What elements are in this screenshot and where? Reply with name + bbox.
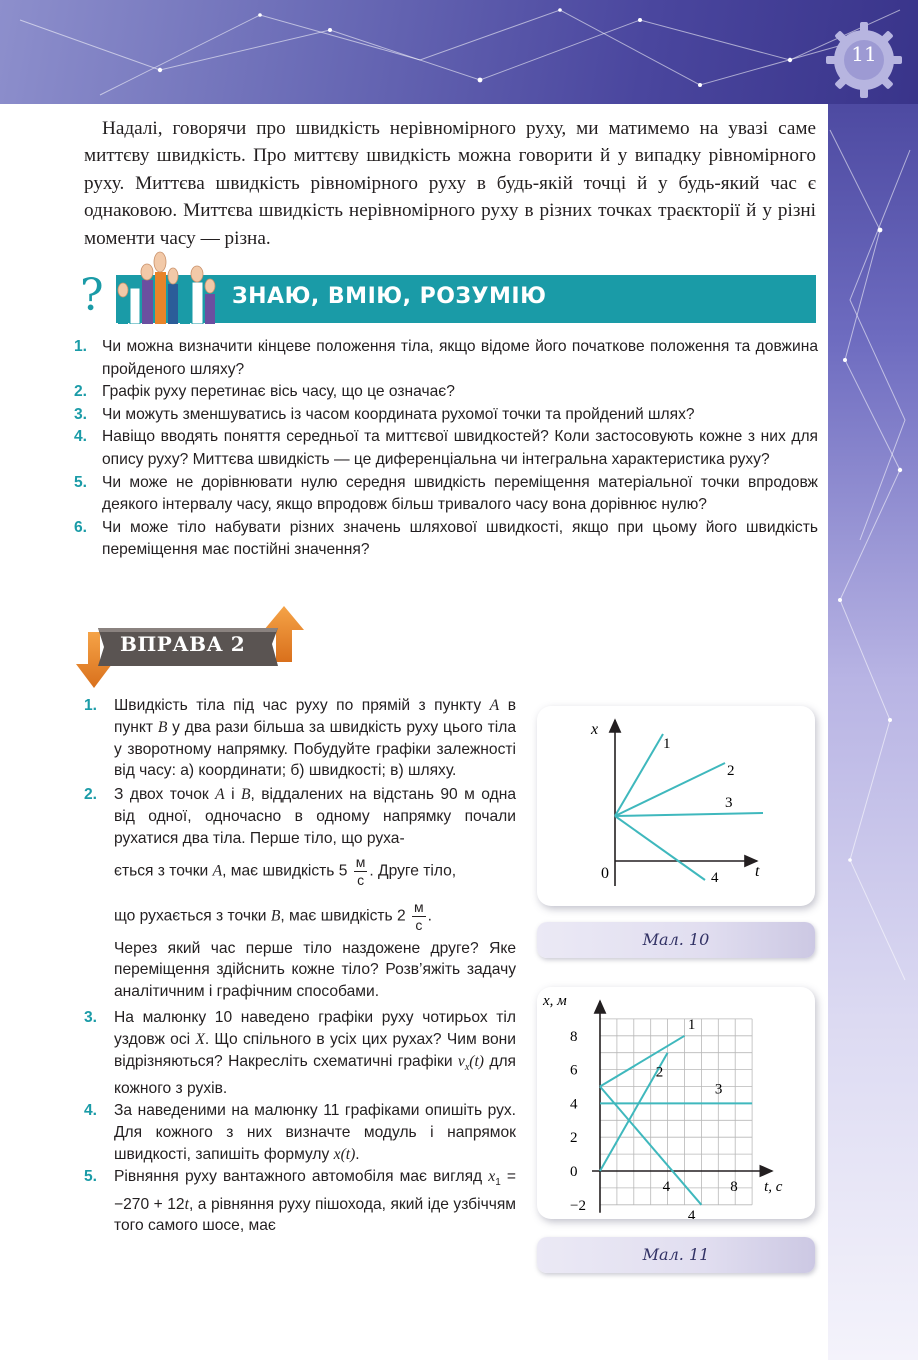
task-text: ється з точки (114, 862, 213, 880)
item-text: Чи можуть зменшуватись із часом координата рухомої точки та пройдений шлях? (102, 405, 695, 423)
list-item (74, 336, 818, 381)
task-item (84, 695, 516, 782)
point-a: A (215, 786, 225, 804)
point-a: A (212, 862, 223, 880)
figure-10-caption: Мал. 10 (537, 922, 815, 958)
task-text: = −270 + 12 (114, 1167, 516, 1213)
task-item (84, 784, 516, 1003)
intro-paragraph: Надалі, говорячи про швидкість нерівномірного руху, ми матимемо на увазі саме миттєву швидкість. Про миттєву швидкість можна говорити й у випадку рівномірного руху. Миттєва швидкість рівномірного руху в будь-якій точці й у будь-який час є однаковою. Миттєва швидкість нерівномірного руху в різних точках траєкторії й у різні моменти часу — різна. (84, 118, 816, 249)
task-text: На малюнку 10 наведено графіки руху чотирьох тіл уздовж осі (114, 1008, 516, 1048)
task-text: . Друге тіло, (369, 862, 457, 880)
task-text: і (224, 786, 241, 804)
point-b: B (240, 786, 251, 804)
y-tick-label: −2 (570, 1197, 586, 1214)
line-2-label: 2 (727, 763, 735, 779)
figure-11-graph (537, 987, 815, 1219)
task-number: 2. (84, 786, 98, 804)
origin-label: 0 (601, 865, 609, 882)
point-b: B (157, 718, 168, 736)
question-mark-icon: ? (80, 270, 104, 321)
item-text: Чи може не дорівнювати нулю середня швидкість переміщення матеріальної точки впродовж деякого інтервалу часу, якщо впродовж більш тривалого часу вона дорівнює нулю? (102, 473, 818, 514)
y-tick-label: 4 (570, 1096, 578, 1113)
x-tick-label: 8 (730, 1179, 738, 1195)
unit-numerator: м (355, 853, 366, 870)
line-3-label: 3 (725, 795, 733, 811)
list-item (74, 426, 818, 471)
coordinate-symbol: x (333, 1145, 341, 1163)
series-label-3: 3 (714, 1081, 723, 1098)
item-text: Чи можна визначити кінцеве положення тіла, якщо відоме його початкове положення та довжина пройденого шляху? (102, 338, 818, 378)
line-3 (615, 813, 763, 816)
y-tick-label: 8 (570, 1028, 578, 1045)
task-text: . Що спільного в усіх цих рухах? Чим вони відрізняються? Накресліть схематичні графіки (114, 1030, 516, 1070)
item-number: 6. (74, 518, 88, 536)
figure-11-caption: Мал. 11 (537, 1237, 815, 1273)
unit-numerator: м (414, 898, 424, 915)
item-number: 2. (74, 383, 88, 401)
unit-denominator: с (357, 871, 365, 888)
item-text: Чи може тіло набувати різних значень шляхової швидкості, якщо при цьому його швидкість переміщення має постійні значення? (102, 518, 818, 559)
x-tick-label: 4 (662, 1179, 671, 1195)
item-text: Навіщо вводять поняття середньої та миттєвої швидкостей? Коли застосовують кожне з них для опису руху? Миттєва швидкість — це диференціальна чи інтегральна характеристика руху? (102, 428, 818, 468)
item-number: 5. (74, 473, 88, 491)
task-text: За наведеними на малюнку 11 графіками опишіть рух. Для кожного з них визначте модуль і напрямок швидкості, запишіть формулу (114, 1102, 516, 1163)
task-text: , а рівняння руху пішохода, який іде узбіччям того самого шосе, має (114, 1195, 516, 1235)
line-1-label: 1 (663, 736, 671, 752)
series-label-2: 2 (655, 1064, 664, 1081)
task-text: для кожного з рухів. (114, 1052, 516, 1098)
unit-fraction (354, 854, 368, 889)
exercise-task-list (84, 695, 516, 1237)
velocity-symbol: v (457, 1052, 465, 1070)
task-text: . (427, 907, 432, 925)
time-symbol: t (184, 1195, 189, 1213)
velocity-subscript: x (464, 1061, 470, 1073)
task-item (84, 1100, 516, 1165)
task-number: 5. (84, 1167, 98, 1185)
x-axis-label: t, с (764, 1179, 783, 1195)
y-tick-label: 6 (570, 1062, 578, 1079)
task-text: Швидкість тіла під час руху по прямій з пункту (114, 697, 482, 714)
item-text: Графік руху перетинає вісь часу, що це означає? (102, 383, 455, 401)
task-number: 1. (84, 697, 98, 714)
item-number: 4. (74, 428, 88, 446)
list-item (74, 404, 818, 427)
series-label-4: 4 (687, 1208, 696, 1219)
y-tick-label: 0 (570, 1164, 578, 1180)
x-axis-label: x (591, 721, 599, 738)
item-number: 3. (74, 405, 88, 423)
time-argument: (t) (340, 1145, 356, 1163)
figure-11-card (537, 987, 815, 1219)
task-text: , віддалених на відстань 90 м одна від одної, одночасно в одному напрямку почали рухатися два тіла. Перше тіло, що руха- (114, 786, 516, 847)
question-list (74, 336, 818, 562)
line-4 (615, 816, 705, 880)
task-text: в пункт (114, 697, 516, 736)
axis-name: X (195, 1030, 205, 1048)
item-number: 1. (74, 338, 88, 355)
task-text: . (355, 1145, 360, 1163)
exercise-title: ВПРАВА 2 (120, 632, 246, 656)
task-text: , має швидкість 2 (280, 907, 410, 925)
y-tick-label: 2 (570, 1130, 578, 1147)
list-item (74, 381, 818, 404)
figure-10-graph (537, 706, 815, 906)
task-text: у два рази більша за швидкість руху цього тіла у зворотному напрямку. Побудуйте графіки залежності від часу: а) координати; б) швидкості; в) шляху. (114, 718, 516, 780)
raised-hands-icon (116, 250, 222, 324)
task-text: , має швидкість 5 (222, 862, 352, 880)
unit-fraction (412, 899, 426, 934)
series-line-1 (600, 1036, 685, 1087)
task-text: Через який час перше тіло наздожене друге? Яке переміщення здійснить кожне тіло? Розв’яжіть задачу аналітичним і графічним способами. (114, 939, 516, 1001)
y-axis-label: x, м (543, 993, 567, 1009)
task-item (84, 1007, 516, 1100)
task-text: З двох точок (114, 786, 216, 804)
list-item (74, 472, 818, 517)
task-text: Рівняння руху вантажного автомобіля має вигляд (114, 1167, 489, 1185)
axis-labels (542, 993, 783, 1219)
series-label-1: 1 (687, 1017, 696, 1034)
task-text: що рухається з точки (114, 907, 271, 925)
line-4-label: 4 (711, 870, 719, 886)
t-axis-label: t (755, 863, 760, 880)
point-b: B (270, 907, 281, 925)
coordinate-symbol: x (488, 1167, 496, 1185)
section-title: ЗНАЮ, ВМІЮ, РОЗУМІЮ (232, 284, 547, 309)
list-item (74, 517, 818, 562)
task-item (84, 1166, 516, 1238)
unit-denominator: с (415, 916, 423, 933)
page-number: 11 (851, 42, 877, 66)
point-a: A (489, 697, 500, 714)
figure-10-card (537, 706, 815, 906)
coordinate-subscript: 1 (495, 1176, 501, 1188)
time-argument: (t) (469, 1052, 484, 1070)
task-number: 4. (84, 1102, 98, 1120)
task-number: 3. (84, 1008, 98, 1026)
